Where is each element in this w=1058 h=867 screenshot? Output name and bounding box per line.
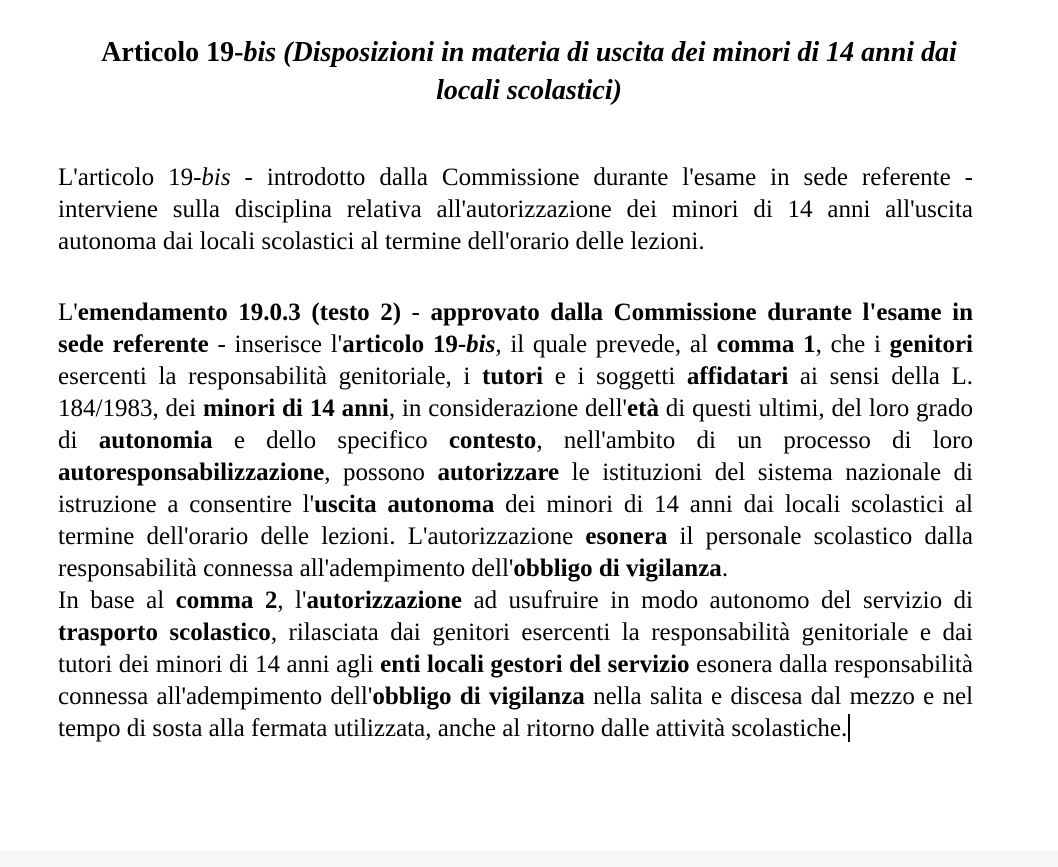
text-caret bbox=[848, 714, 850, 742]
text-run: bis bbox=[201, 164, 231, 191]
text-run: autorizzazione bbox=[306, 587, 463, 614]
text-run: di questi ultimi, del loro grado di bbox=[58, 395, 973, 454]
text-run: bis bbox=[466, 331, 496, 358]
text-run: esonera bbox=[585, 523, 668, 550]
text-run: comma 1 bbox=[716, 331, 816, 358]
text-run: approvato dalla Commissione durante l'esame in sede referente bbox=[58, 299, 973, 358]
text-run: il personale scolastico dalla responsabilità connessa all'adempimento dell' bbox=[58, 523, 973, 582]
text-run: , il quale prevede, al bbox=[495, 331, 717, 358]
text-run: L'articolo 19- bbox=[58, 164, 202, 191]
text-run: , nell'ambito di un processo di loro bbox=[536, 427, 973, 454]
text-run: autonomia bbox=[98, 427, 213, 454]
text-run: affidatari bbox=[686, 363, 789, 390]
text-run: articolo 19- bbox=[342, 331, 467, 358]
text-run: , in considerazione dell' bbox=[388, 395, 628, 422]
text-run: età bbox=[627, 395, 659, 422]
page-bottom-strip bbox=[0, 851, 1058, 867]
text-run: uscita autonoma bbox=[314, 491, 495, 518]
paragraph[interactable] bbox=[58, 585, 973, 745]
text-run: contesto bbox=[448, 427, 537, 454]
text-run: autorizzare bbox=[437, 459, 560, 486]
text-run: genitori bbox=[889, 331, 973, 358]
text-run: e dello specifico bbox=[212, 427, 449, 454]
text-run: esonera dalla responsabilità connessa all'adempimento dell' bbox=[58, 651, 973, 710]
text-run: ai sensi della L. 184/1983, dei bbox=[58, 363, 973, 422]
text-run: emendamento 19.0.3 (testo 2) bbox=[77, 299, 402, 326]
text-run: le istituzioni del sistema nazionale di istruzione a consentire l' bbox=[58, 459, 974, 518]
text-run: minori di 14 anni bbox=[202, 395, 389, 422]
text-run: obbligo di vigilanza bbox=[513, 555, 722, 582]
text-run: , possono bbox=[324, 459, 438, 486]
text-run: . bbox=[721, 555, 729, 582]
text-run: , l' bbox=[277, 587, 307, 614]
text-run: , rilasciata dai genitori esercenti la responsabilità genitoriale e dai tutori dei minori di 14 anni agli bbox=[58, 619, 973, 678]
document-title[interactable] bbox=[69, 34, 989, 110]
text-run: (Disposizioni in materia di uscita dei minori di 14 anni dai locali scolastici) bbox=[283, 37, 957, 106]
text-run: L' bbox=[58, 299, 78, 326]
text-run: - inserisce l' bbox=[208, 331, 343, 358]
text-run: e i soggetti bbox=[543, 363, 687, 390]
document-body bbox=[58, 162, 973, 745]
text-run: tutori bbox=[482, 363, 544, 390]
text-run: - introdotto dalla Commissione durante l'esame in sede referente - interviene sulla disciplina relativa all'autorizzazione dei minori di 14 anni all'uscita autonoma dai locali scolastici al termine dell'orario delle lezioni. bbox=[58, 164, 973, 255]
text-run: ad usufruire in modo autonomo del servizio di bbox=[462, 587, 973, 614]
text-run: trasporto scolastico bbox=[58, 619, 271, 646]
text-run: In base al bbox=[58, 587, 176, 614]
text-run: autoresponsabilizzazione bbox=[58, 459, 325, 486]
text-run: enti locali gestori del servizio bbox=[380, 651, 690, 678]
text-run: comma 2 bbox=[175, 587, 278, 614]
text-run: nella salita e discesa dal mezzo e nel tempo di sosta alla fermata utilizzata, anche al ritorno dalle attività scolastiche. bbox=[58, 683, 974, 742]
text-run: obbligo di vigilanza bbox=[372, 683, 585, 710]
text-run: dei minori di 14 anni dai locali scolastici al termine dell'orario delle lezioni. L'autorizzazione bbox=[58, 491, 973, 550]
paragraph[interactable] bbox=[58, 162, 973, 258]
text-run: , che i bbox=[815, 331, 890, 358]
text-run: - bbox=[401, 299, 431, 326]
paragraph[interactable] bbox=[58, 297, 973, 585]
text-run: bis bbox=[243, 37, 277, 68]
text-run: Articolo 19- bbox=[101, 37, 244, 68]
text-run: esercenti la responsabilità genitoriale, i bbox=[58, 363, 483, 390]
